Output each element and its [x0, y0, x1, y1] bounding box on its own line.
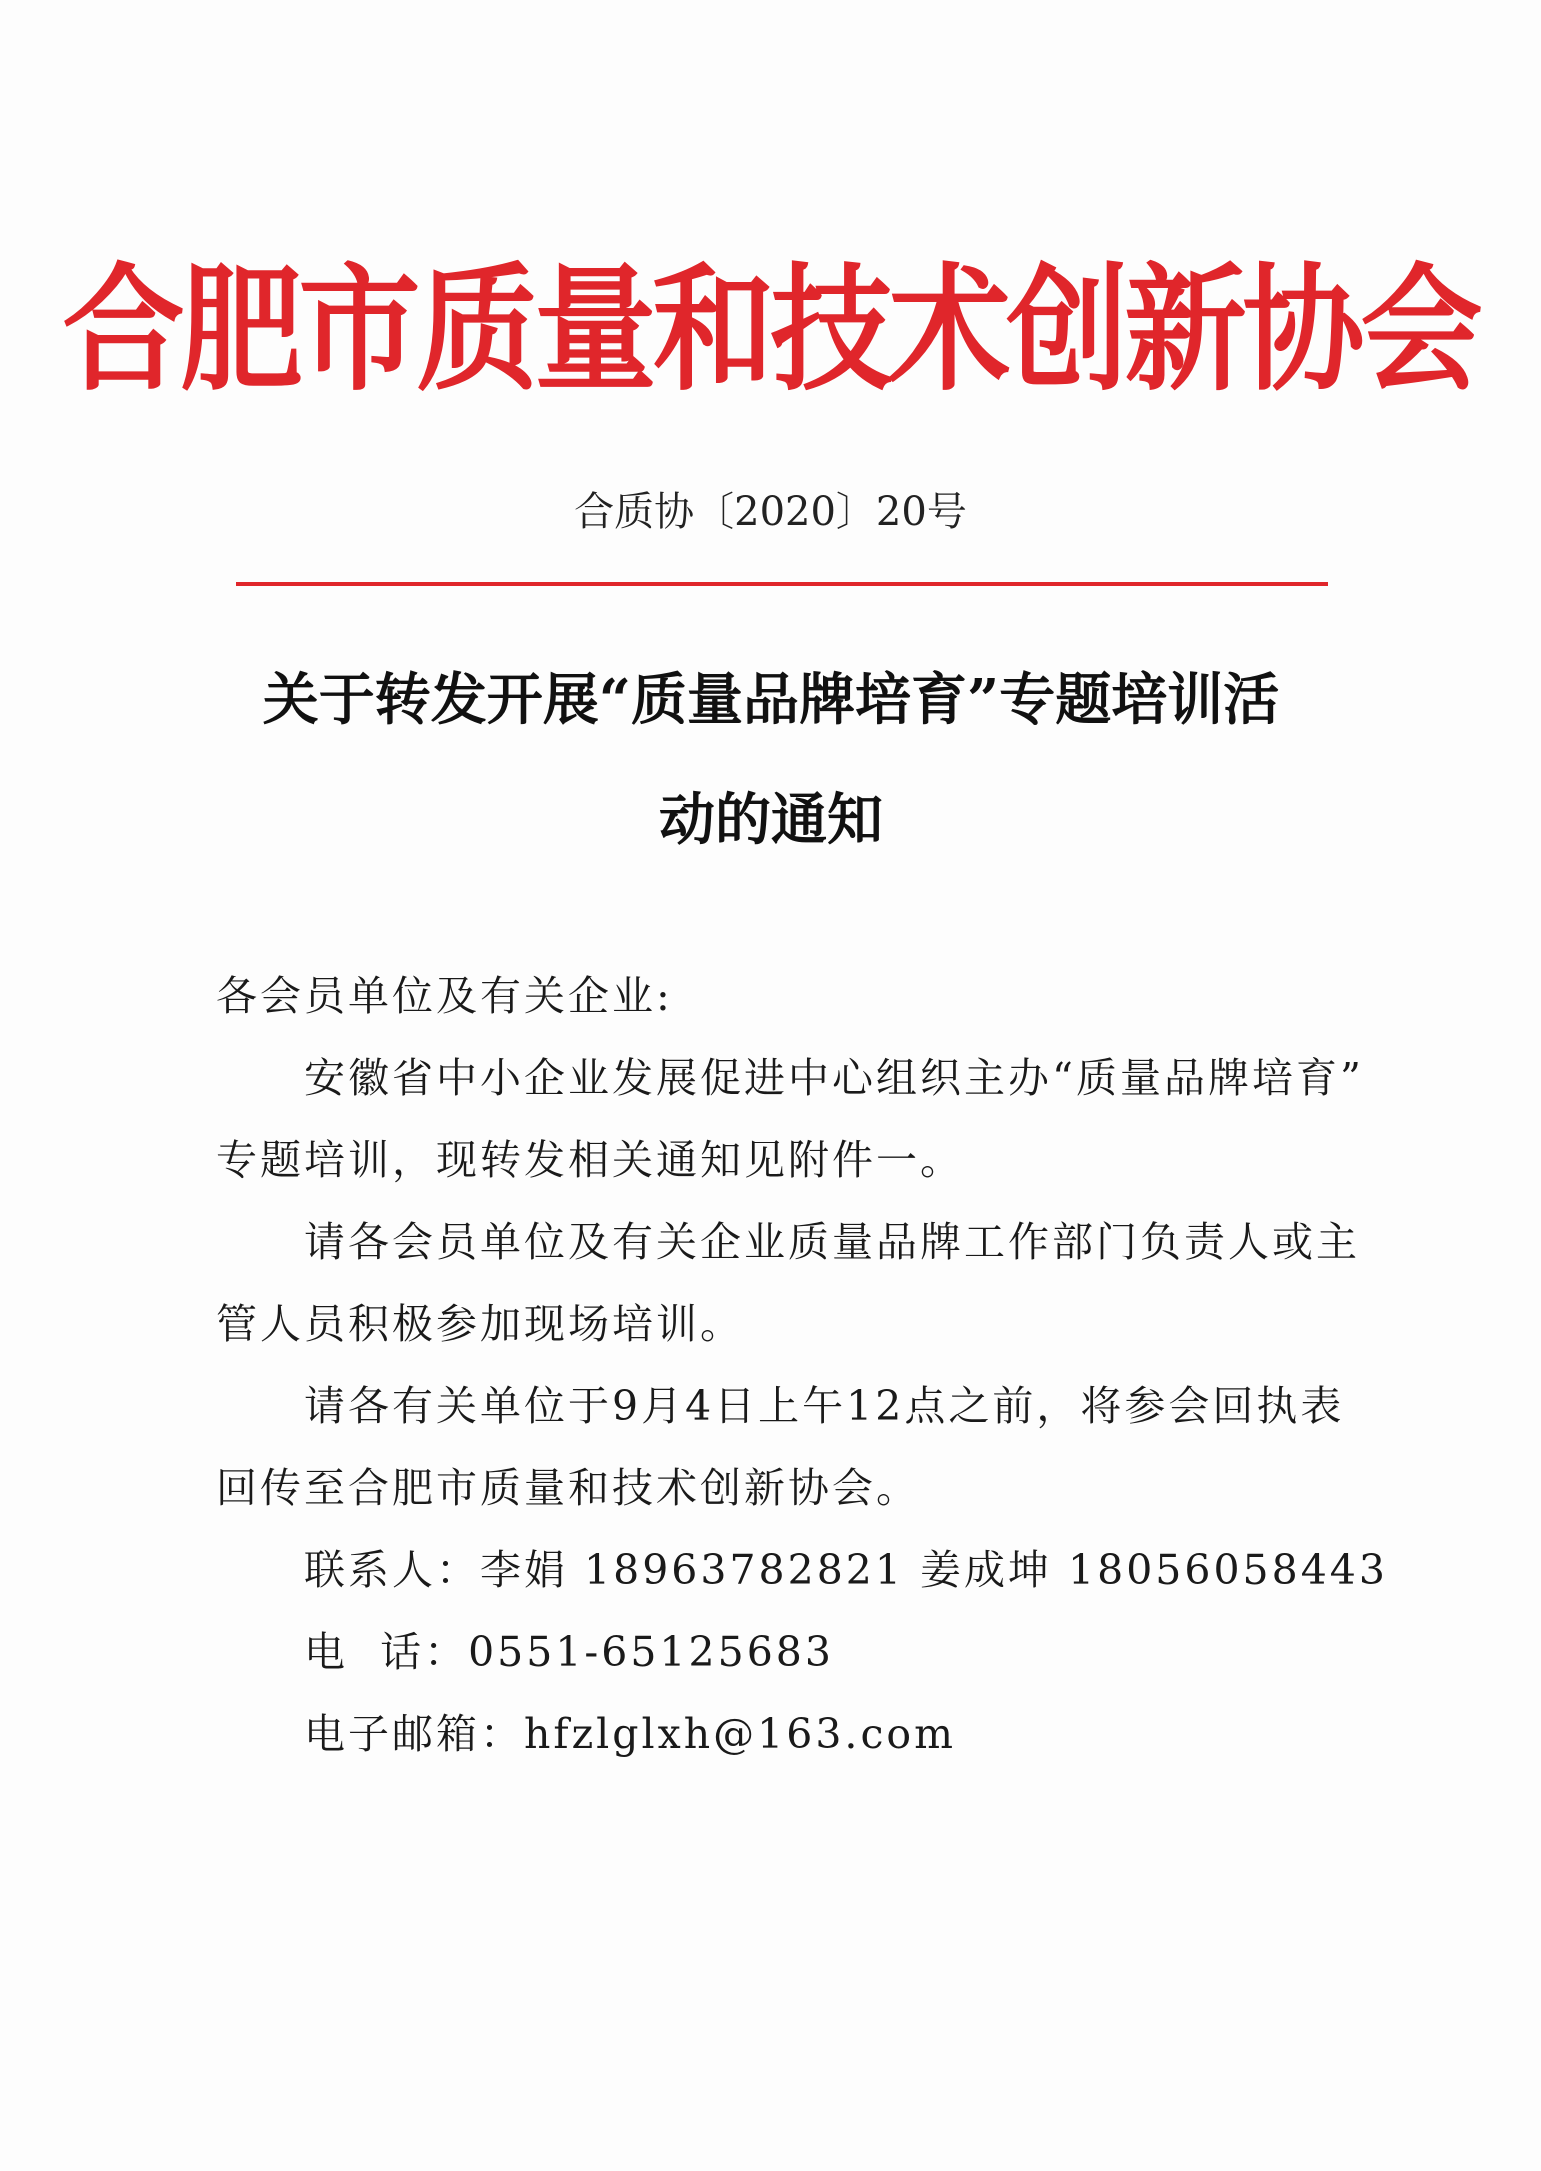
paragraph-2-line-2: 管人员积极参加现场培训。: [216, 1300, 744, 1348]
contact-phone: 电 话：0551-65125683: [304, 1628, 834, 1676]
contact-email: 电子邮箱：hfzlglxh@163.com: [304, 1710, 956, 1758]
organization-header: 合肥市质量和技术创新协会: [62, 248, 1479, 410]
paragraph-2-line-1: 请各会员单位及有关企业质量品牌工作部门负责人或主: [304, 1218, 1360, 1266]
title-line-2: 动的通知: [659, 787, 883, 853]
paragraph-3-line-2: 回传至合肥市质量和技术创新协会。: [216, 1464, 920, 1512]
contact-person: 联系人：李娟 18963782821 姜成坤 18056058443: [304, 1546, 1388, 1594]
document-number: 合质协〔2020〕20号: [574, 489, 967, 535]
paragraph-1-line-1: 安徽省中小企业发展促进中心组织主办“质量品牌培育”: [304, 1054, 1364, 1102]
salutation: 各会员单位及有关企业:: [216, 972, 673, 1020]
title-line-1: 关于转发开展“质量品牌培育”专题培训活: [262, 667, 1280, 733]
document-title: [206, 640, 1336, 880]
document-body: [216, 955, 1388, 1775]
paragraph-1-line-2: 专题培训，现转发相关通知见附件一。: [216, 1136, 964, 1184]
red-divider: [236, 582, 1328, 586]
paragraph-3-line-1: 请各有关单位于9月4日上午12点之前，将参会回执表: [304, 1382, 1345, 1430]
